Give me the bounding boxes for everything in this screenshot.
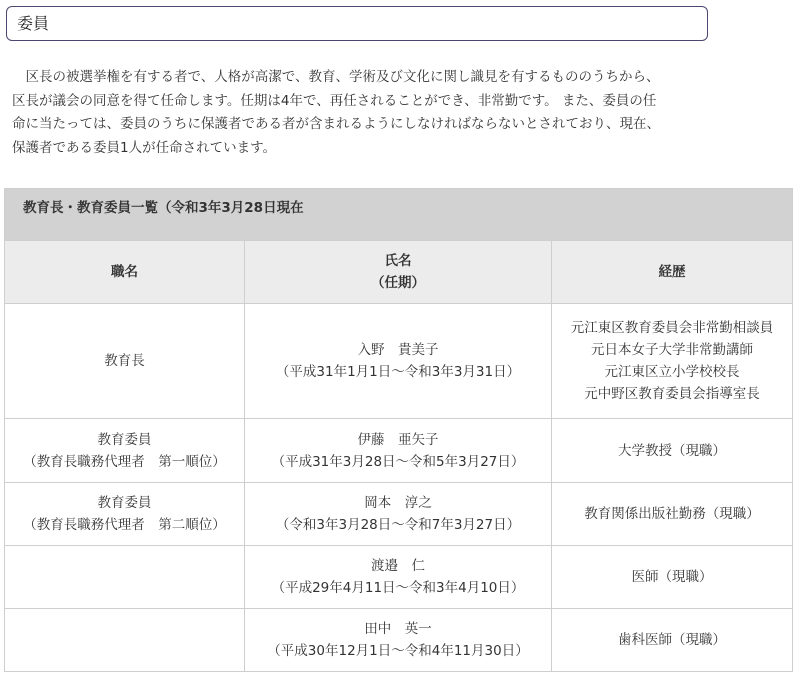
table-caption: 教育長・教育委員一覧（令和3年3月28日現在 — [5, 189, 793, 241]
header-name — [245, 241, 552, 304]
name-cell-line: 渡邉 仁 — [371, 558, 425, 574]
name-cell — [245, 419, 552, 483]
table-row — [5, 546, 793, 609]
table-row — [5, 304, 793, 419]
name-cell — [245, 546, 552, 609]
career-cell-line: 元中野区教育委員会指導室長 — [584, 386, 760, 402]
header-position: 職名 — [5, 241, 245, 304]
name-cell-line: （平成31年3月28日～令和5年3月27日） — [271, 453, 525, 470]
name-cell-line: 田中 英一 — [364, 621, 432, 637]
intro-line: 区長の被選挙権を有する者で、人格が高潔で、教育、学術及び文化に関し識見を有するもののうちから、 — [25, 69, 660, 85]
career-cell-line: 歯科医師（現職） — [618, 632, 726, 648]
name-cell-line: （平成29年4月11日～令和3年4月10日） — [271, 580, 525, 596]
career-cell-line: 医師（現職） — [631, 569, 713, 585]
intro-paragraph — [12, 66, 712, 160]
position-cell — [5, 419, 245, 483]
position-cell-line: （教育長職務代理者 第一順位） — [23, 453, 226, 470]
header-name-line: 氏名 — [384, 253, 412, 269]
career-cell-line: 元江東区立小学校校長 — [604, 364, 740, 380]
table-row — [5, 419, 793, 483]
table-body — [5, 304, 793, 672]
members-table — [4, 188, 793, 672]
name-cell-line: （平成31年1月1日～令和3年3月31日） — [275, 364, 521, 380]
career-cell — [552, 609, 793, 672]
position-cell — [5, 483, 245, 546]
name-cell — [245, 304, 552, 419]
name-cell-line: （平成30年12月1日～令和4年11月30日） — [267, 643, 529, 659]
position-cell — [5, 546, 245, 609]
name-cell-line: 伊藤 亜矢子 — [357, 431, 439, 448]
career-cell-line: 大学教授（現職） — [618, 442, 726, 459]
header-career: 経歴 — [552, 241, 793, 304]
position-cell-line: 教育委員 — [97, 431, 152, 448]
position-cell-line: 教育長 — [104, 353, 145, 369]
position-cell — [5, 609, 245, 672]
table-caption-row — [5, 189, 793, 241]
career-cell-line: 元江東区教育委員会非常勤相談員 — [570, 320, 774, 336]
name-cell-line: 岡本 淳之 — [364, 495, 432, 511]
name-cell-line: 入野 貴美子 — [357, 342, 439, 358]
career-cell-line: 教育関係出版社勤務（現職） — [584, 506, 760, 522]
position-cell — [5, 304, 245, 419]
intro-line: 命に当たっては、委員のうちに保護者である者が含まれるようにしなければならないとされており、現在、 — [12, 116, 660, 132]
career-cell — [552, 483, 793, 546]
header-term-line: （任期） — [371, 275, 425, 291]
section-heading: 委員 — [6, 6, 708, 41]
career-cell-line: 元日本女子大学非常勤講師 — [591, 342, 753, 358]
intro-line: 保護者である委員1人が任命されています。 — [12, 139, 277, 156]
name-cell — [245, 609, 552, 672]
position-cell-line: （教育長職務代理者 第二順位） — [23, 517, 226, 533]
career-cell — [552, 304, 793, 419]
career-cell — [552, 419, 793, 483]
table-row — [5, 609, 793, 672]
position-cell-line: 教育委員 — [97, 495, 152, 511]
career-cell — [552, 546, 793, 609]
table-row — [5, 483, 793, 546]
table-header-row — [5, 241, 793, 304]
name-cell-line: （令和3年3月28日～令和7年3月27日） — [275, 517, 521, 533]
name-cell — [245, 483, 552, 546]
intro-line: 区長が議会の同意を得て任命します。任期は4年で、再任されることができ、非常勤です。 また、委員の任 — [12, 92, 657, 109]
